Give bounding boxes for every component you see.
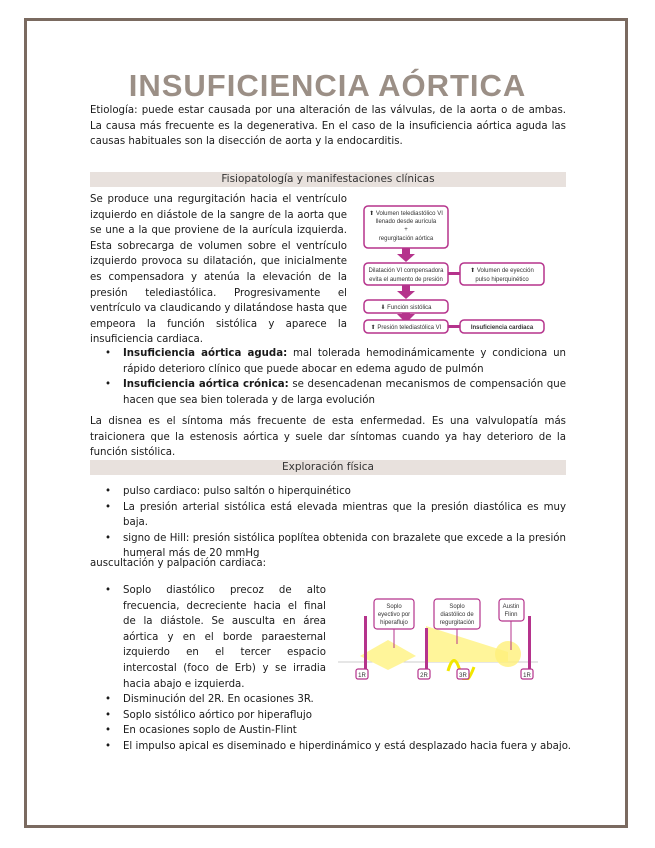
list-item: • pulso cardiaco: pulso saltón o hiperquinético xyxy=(90,484,566,500)
heart-sound-label: 1R xyxy=(358,673,366,679)
dyspnea-paragraph: La disnea es el síntoma más frecuente de esta enfermedad. Es una valvulopatía más traicionera que la estenosis aórtica y suele dar síntomas cuando ya hay deterioro de la función sistólica. xyxy=(90,416,566,459)
flow-text: ⬆ Volumen de eyección xyxy=(470,268,534,274)
diagram-label: Soplo xyxy=(449,604,465,610)
etiology-paragraph: Etiología: puede estar causada por una alteración de las válvulas, de la aorta o de ambas. La causa más frecuente es la degenerativa. En el caso de la insuficiencia aórtica aguda las causas habituales son la disección de aorta y la endocarditis. xyxy=(90,105,566,148)
auscultation-label: auscultación y palpación cardiaca: xyxy=(90,558,267,569)
section-heading-fisiopatologia: Fisiopatología y manifestaciones clínicas xyxy=(90,172,566,187)
diagram-label: diastólico de xyxy=(440,612,474,618)
list-item: • En ocasiones soplo de Austin-Flint xyxy=(90,723,326,739)
murmur-diagram xyxy=(338,596,538,680)
flow-arrows xyxy=(397,248,460,328)
flow-text: llenado desde aurícula xyxy=(375,219,437,225)
term: Insuficiencia aórtica crónica: xyxy=(123,379,289,391)
flow-text: ⬇ Función sistólica xyxy=(380,305,432,311)
section-heading-exploracion: Exploración física xyxy=(90,460,566,475)
diagram-label: regurgitación xyxy=(439,620,475,626)
flow-text: Dilatación VI compensadora xyxy=(368,268,444,274)
diagram-label: eyectivo por xyxy=(377,612,411,618)
list-item: • signo de Hill: presión sistólica poplítea obtenida con brazalete que excede a la presión humeral más de 20 mmHg xyxy=(90,531,566,562)
flow-text: ⬆ Volumen telediastólico VI xyxy=(369,211,443,217)
page-title: INSUFICIENCIA AÓRTICA xyxy=(128,68,527,103)
diagram-label: Austin xyxy=(502,604,520,610)
flow-text: pulso hiperquinético xyxy=(475,277,529,283)
list-item: • Disminución del 2R. En ocasiones 3R. xyxy=(90,692,326,708)
list-item: • Soplo diastólico precoz de alto frecuencia, decreciente hacia el final de la diástole. Se ausculta en área aórtica y en el borde paraesternal izquierdo en el tercer espacio intercostal (foco de Erb) y se irradia hacia abajo e izquierda. xyxy=(90,583,326,692)
heart-sound-label: 3R xyxy=(459,673,467,679)
flow-text: ⬆ Presión telediastólica VI xyxy=(370,325,442,331)
flow-text: Insuficiencia cardiaca xyxy=(470,325,534,331)
diagram-label: Flinn xyxy=(504,612,518,618)
heart-sound-label: 2R xyxy=(420,673,428,679)
flow-text: regurgitación aórtica xyxy=(378,236,434,242)
ia-types-list xyxy=(90,346,566,408)
diagram-label: hiperaflujo xyxy=(380,620,408,626)
heart-sound-label: 1R xyxy=(523,673,531,679)
flow-text: + xyxy=(404,227,408,233)
term-text: se desencadenan mecanismos de compensación que hacen que sea bien tolerada y de larga evolución xyxy=(123,379,566,406)
term-text: mal tolerada hemodinámicamente y condiciona un rápido deterioro clínico que puede abocar en edema agudo de pulmón xyxy=(123,348,566,375)
austin-flint-shape xyxy=(495,641,521,667)
list-item: • Soplo sistólico aórtico por hiperaflujo xyxy=(90,708,326,724)
fisiopatologia-paragraph: Se produce una regurgitación hacia el ventrículo izquierdo en diástole de la sangre de la aorta que se une a la que proviene de la aurícula izquierda. Esta sobrecarga de volumen sobre el ventrículo izquierdo provoca su dilatación, que inicialmente es compensadora y atenúa la elevación de la presión telediastólica. Progresivamente el ventrículo va claudicando y dilatándose hasta que empeora la función sistólica y aparece la insuficiencia cardiaca. xyxy=(90,194,347,346)
list-item: • La presión arterial sistólica está elevada mientras que la presión diastólica es muy baja. xyxy=(90,500,566,531)
ejection-murmur-shape xyxy=(360,640,416,670)
list-item: • El impulso apical es diseminado e hiperdinámico y está desplazado hacia fuera y abajo. xyxy=(90,739,326,755)
diagram-label: Soplo xyxy=(386,604,402,610)
flow-text: evita el aumento de presión xyxy=(369,277,443,283)
list-item xyxy=(90,346,566,377)
exploration-list xyxy=(90,484,566,562)
term: Insuficiencia aórtica aguda: xyxy=(123,348,288,359)
list-item xyxy=(90,377,566,408)
pathophysiology-flowchart xyxy=(360,203,580,335)
